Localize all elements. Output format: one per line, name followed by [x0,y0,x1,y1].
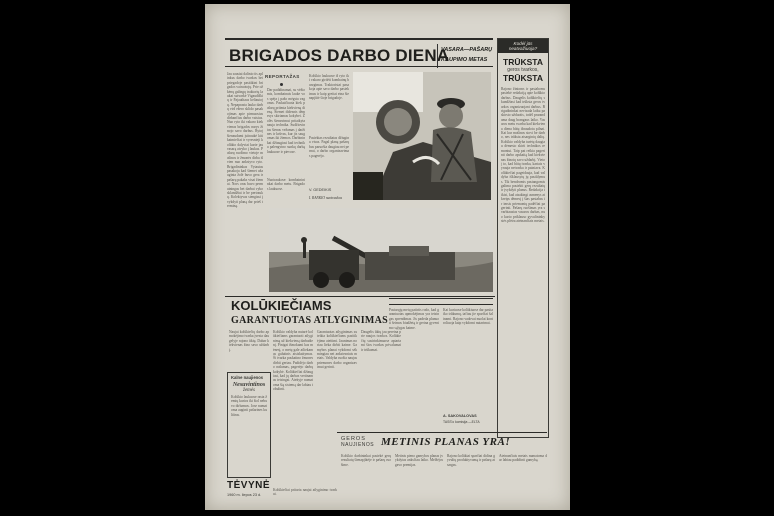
article-column-3: Kolūkio laukuose iš ryto iki vakaro girdėti kombainų burzgimas. Traktoristai pasakoja apie savo darbo pasiekimus ir kaip greitai eina šienapjūtė šioje brigadoje. [309,74,349,101]
side-title-1: TRŪKSTA [503,57,543,67]
middle-right-rule-2 [389,304,493,305]
annual-plan-headline: METINIS PLANAS YRA! [381,436,511,448]
article-column-4: Pasiektas rezultatas džiugina visus. Pagal planą pašarų bus paruošta daugiau nei pernai, o darbo organizavimas pagerėjo. [309,136,349,158]
middle-column-6: Kai kuriuose kolūkiuose dar pasitaiko trūkumų, tačiau jie sparčiai šalinami. Rajono vadovai nuolat kontroliuoja kaip vykdomi nutarimai. [443,308,493,326]
middle-column-3: Garantuotas atlyginimas suteikia kolūkiečiams pasitikėjimo ateitimi. Jaunimas noriau lieka dirbti kaime. Gamybos planai vykdomi sėkmingiau nei ankstesniais metais. Valdyba ruošia naujas priemones darbo organizavimui gerinti. [317,330,357,370]
middle-column-5: Pastarųjų metų patirtis rodo, kad garantuotas apmokėjimas yra teisingas sprendimas. Jis padeda planuoti šeimos biudžetą ir gerina gyvenimo sąlygas kaime. [389,308,439,330]
main-headline: BRIGADOS DARBO DIENA [229,46,450,65]
small-box-title-2: Nesuvintinos [232,382,266,388]
middle-right-rule [389,298,493,299]
middle-column-1a: Naujai kolūkiečių darbo apmokėjimo tvarka įvesta daugelyje rajono ūkių. Dabar kiekvienas žino savo uždarbį. [229,330,269,352]
middle-headline-2: GARANTUOTAS ATLYGINIMAS [231,315,389,326]
bottom-column-3: Rajono kolūkiai sparčiai didina gyvulių produktyvumą ir pašarų atsargas. [447,454,495,467]
small-news-box [227,372,271,478]
middle-byline: A. SAKOVALOVAS [443,414,477,418]
photo-combine-harvester [269,208,493,292]
bottom-column-2: Metinis pieno gamybos planas įvykdytas anksčiau laiko. Melžėjos gavo premijas. [395,454,443,467]
section-dot [280,83,283,86]
kicker-line-2: KAUPIMO METAS [441,57,488,63]
good-news-box [341,436,377,448]
photo-caption: Nuotraukose: kombainininkai darbo metu. Brigados laukuose. [267,178,305,191]
middle-headline-1: KOLŪKIEČIAMS [231,298,332,313]
small-box-text: Kolūkio laukuose rasta žemių kurios iki šiol nebuvo dirbamos. Jose numatoma auginti pašarines kultūras. [231,395,267,417]
bottom-column-1: Kolūkio darbininkai pasiekė gerų rezultatų šienapjūtėje ir pašarų ruošime. [341,454,391,467]
article-column-2: Dar padidinamai, su vėžiomis, kombainais lauke vos spėja į pažo mėgsta vagonus. Paskaičiuota kiek pašarų priimta kiekvieną dieną. Šiemet didesnis dėmesys skiriamas kokybei. Žolės šienavimui pritaikyta nauja technika. Sudžiovintas šienas vežamas į daržines ir krūvas, kur jis saugomas iki žiemos. Darbininkai džiaugiasi kad technika palengvino sunkų darbą laukuose ir pievose. [267,88,305,154]
photo-tractor-driver [353,72,491,200]
masthead-date: 1960 m. liepos 23 d. [227,493,262,497]
side-title-2: geros tvarkos, [507,67,539,73]
bottom-column-4: Ateinančiais metais numatoma dar labiau padidinti gamybą. [499,454,547,463]
article-column-1: Jau sausiai dalinio tis aplinkus darbo tvarkos bei priegadoje pasitikint brigados vairuotojų. Prie ožkėnų galingų traktorių laukai sutvarkė Vigaudiškių ir Pajauthaus keliautojų. Nepaprasta lauko darbų virš ežero sklido pasakojimas apie pirmuosius dirbančius darbo vaisius. Nuo ryto iki vakaro kiekvienas brigados narys žinojo savo darbus. Rytoj šienaudami įsitraukė kiti kaimiečiai ir vyresnieji kolūkio dalyviai kurie jau vasarą atvyko į laukus. Pašarų ruošimo vietoje mašinos ir žmonės dirba išvien nuo ankstyvo ryto. Brigadininkas Vytautas pasakoja kad šiemet užauginta žolė buvo gera ir pašarų pakaks visai žiemai. Nors oras buvo permainingas bet darbai vyko sklandžiai ir be pertraukų. Kolektyvas stengiasi įvykdyti planą dar prieš terminą. [227,72,263,209]
bottom-rule [337,432,547,433]
kicker-line-1: VASARA—PAŠARŲ [441,47,493,53]
side-title-3: TRŪKSTA [503,73,543,83]
middle-column-2: Kolūkio valdyba nutarė kolūkiečiams garantuoti atlyginimą už kiekvieną darbadienį. Pinigai išmokami kas mėnesį, o metų gale atliekamas galutinis atsiskaitymas. Ši tvarka paskatino žmones dirbti geriau. Padidėjo darbo našumas, pagerėjo darbų kokybė. Kolūkiečiai džiaugiasi, kad jų darbas vertinamas teisingai. Ateityje numatoma šią sistemą dar labiau tobulinti. [273,330,313,392]
newspaper-page [205,4,570,510]
middle-rule [225,296,495,297]
masthead-name: TĖVYNĖ [227,480,271,491]
good-news-2: NAUJIENOS [341,442,375,448]
small-box-title-1: Kalne naujienos [231,375,264,380]
bottom-left-text: Kolūkiečiai pritaria naujai atlyginimo tvarkai. [273,488,337,497]
headline-rule [225,66,493,67]
small-box-title-3: žemės [243,388,255,393]
photo-credit: I. RANKIO nuotraukos [309,196,343,200]
side-question: Kodėl jūs neatvažiuoja? [498,39,548,53]
article-byline: V. GEDEIKIS [309,188,332,192]
middle-column-4: Daugelis ūkių jau pereina prie naujos tvarkos. Kolūkiečių susirinkimuose aptariami šios tvarkos privalumai ir trūkumai. [361,330,401,352]
good-news-1: GEROS [341,436,366,442]
side-column-text: Rajono žinioms ir pastaboms pasiekė redakciją apie kolūkio darbus. Daugelis kolūkiečių skundžiasi kad trūksta geros tvarkos organizuojant darbus. Brigadininkai nevisada laiku paskirsto užduotis, todėl prarandama daug brangaus laiko. Vasaros metu svarbu kad kiekviena diena būtų išnaudota pilnai. Kai kur mašinos stovi be darbo, nes trūksta atsarginių dalių. Kolūkio valdyba turėtų daugiau dėmesio skirti technikos remontui. Taip pat reikia pagerinti darbo apskaitą kad kiekvienas žinotų savo uždarbį. Vietoj to, kad būtų tvarka, kartais vyrauja netvarka ir painiava. Kolūkiečiai pageidauja, kad valdyba išklausytų jų pasiūlymus. Tik bendromis pastangomis galima pasiekti gerų rezultatų ir įvykdyti planus. Redakcija tikisi, kad atsakingi asmenys atkreips dėmesį į šias pastabas ir imsis priemonių padėčiai pagerinti. Pašarų ruošimas yra svarbiausias vasaros darbas, nuo kurio priklauso gyvulininkystės plėtra ateinančiais metais. [501,87,545,224]
side-column [497,38,549,438]
kicker-box [437,44,492,68]
section-label: REPORTAŽAS [265,74,300,79]
top-rule [225,38,493,40]
middle-byline-2: TASS'o komisija —ELTA [443,420,480,424]
